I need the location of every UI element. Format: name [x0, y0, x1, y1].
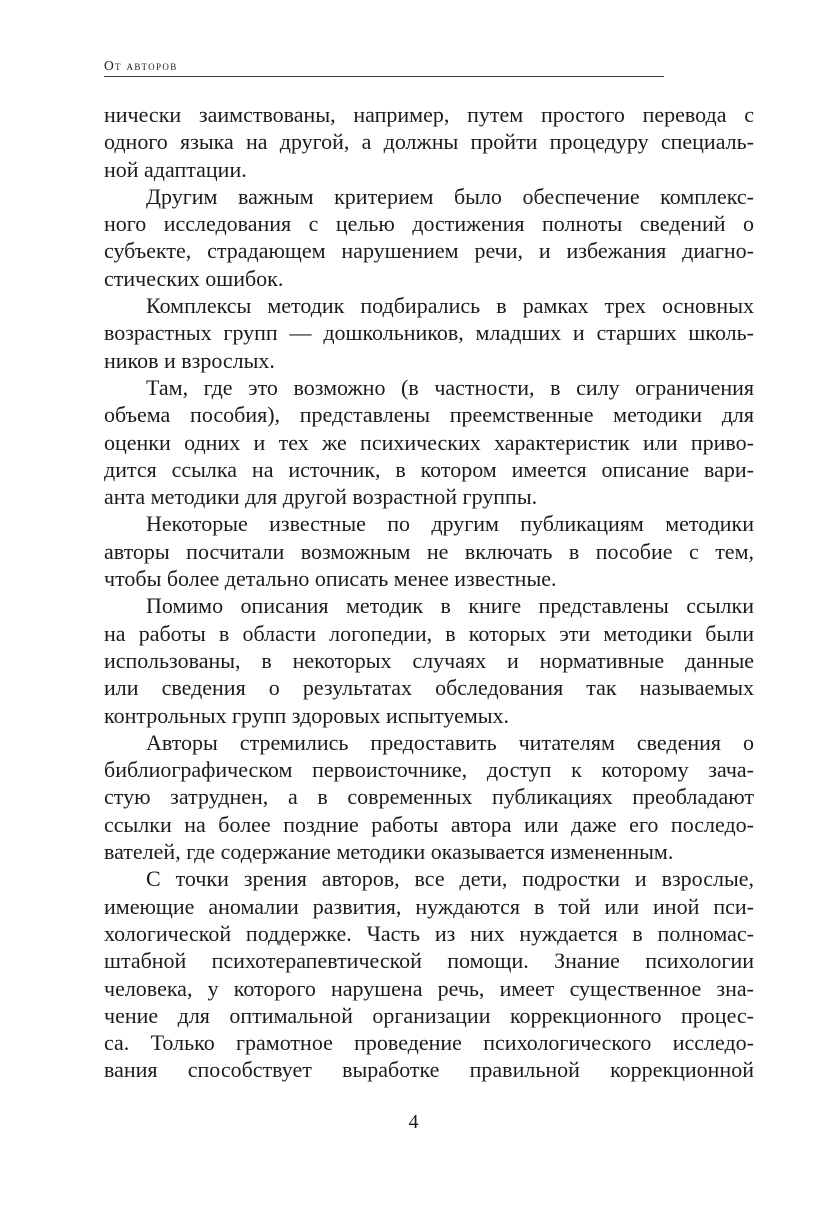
- text-line: дится ссылка на источник, в котором имеется описание вари-: [104, 456, 754, 482]
- text-line: ного исследования с целью достижения полноты сведений о: [104, 211, 754, 237]
- text-line: имеющие аномалии развития, нуждаются в той или иной пси-: [104, 893, 754, 919]
- paragraph-first-line: С точки зрения авторов, все дети, подростки и взрослые,: [146, 866, 754, 892]
- text-line: анта методики для другой возрастной группы.: [104, 484, 538, 510]
- text-line: оценки одних и тех же психических характеристик или приво-: [104, 429, 754, 455]
- running-header: [104, 56, 664, 77]
- paragraph-first-line: Другим важным критерием было обеспечение комплекс-: [146, 183, 754, 209]
- text-line: ной адаптации.: [104, 156, 247, 182]
- paragraph-first-line: Комплексы методик подбирались в рамках трех основных: [146, 293, 754, 319]
- text-line: чение для оптимальной организации коррекционного процес-: [104, 1002, 754, 1028]
- text-line: одного языка на другой, а должны пройти процедуру специаль-: [104, 129, 754, 155]
- paragraph-first-line: Помимо описания методик в книге представлены ссылки: [146, 593, 754, 619]
- page-number: 4: [408, 1111, 419, 1133]
- paragraph-first-line: Там, где это возможно (в частности, в силу ограничения: [146, 374, 754, 400]
- text-line: ссылки на более поздние работы автора или даже его последо-: [104, 811, 754, 837]
- text-line: использованы, в некоторых случаях и нормативные данные: [104, 647, 754, 673]
- text-line: ников и взрослых.: [104, 347, 275, 373]
- text-line: на работы в области логопедии, в которых эти методики были: [104, 620, 754, 646]
- text-line: нически заимствованы, например, путем простого перевода с: [104, 102, 754, 127]
- text-line: человека, у которого нарушена речь, имеет существенное зна-: [104, 975, 754, 1001]
- text-line: объема пособия), представлены преемственные методики для: [104, 402, 754, 428]
- text-line: вания способствует выработке правильной коррекционной: [104, 1057, 754, 1083]
- text-line: чтобы более детально описать менее известные.: [104, 566, 557, 592]
- text-line: или сведения о результатах обследования так называемых: [104, 675, 754, 701]
- text-line: библиографическом первоисточнике, доступ к которому зача-: [104, 757, 754, 783]
- text-line: хологической поддержке. Часть из них нуждается в полномас-: [104, 920, 754, 946]
- running-header-title: От авторов: [104, 58, 178, 73]
- text-line: возрастных групп — дошкольников, младших и старших школь-: [104, 320, 754, 346]
- paragraph-first-line: Авторы стремились предоставить читателям сведения о: [146, 729, 754, 755]
- text-line: субъекте, страдающем нарушением речи, и избежания диагно-: [104, 238, 754, 264]
- text-line: штабной психотерапевтической помощи. Знание психологии: [104, 948, 754, 974]
- text-line: авторы посчитали возможным не включать в пособие с тем,: [104, 538, 754, 564]
- text-line: стических ошибок.: [104, 265, 284, 291]
- text-line: стую затруднен, а в современных публикациях преобладают: [104, 784, 754, 810]
- text-line: са. Только грамотное проведение психологического исследо-: [104, 1030, 754, 1056]
- text-line: вателей, где содержание методики оказывается измененным.: [104, 839, 674, 865]
- body-text: [104, 101, 754, 1084]
- paragraph-first-line: Некоторые известные по другим публикациям методики: [146, 511, 754, 537]
- text-line: контрольных групп здоровых испытуемых.: [104, 702, 510, 728]
